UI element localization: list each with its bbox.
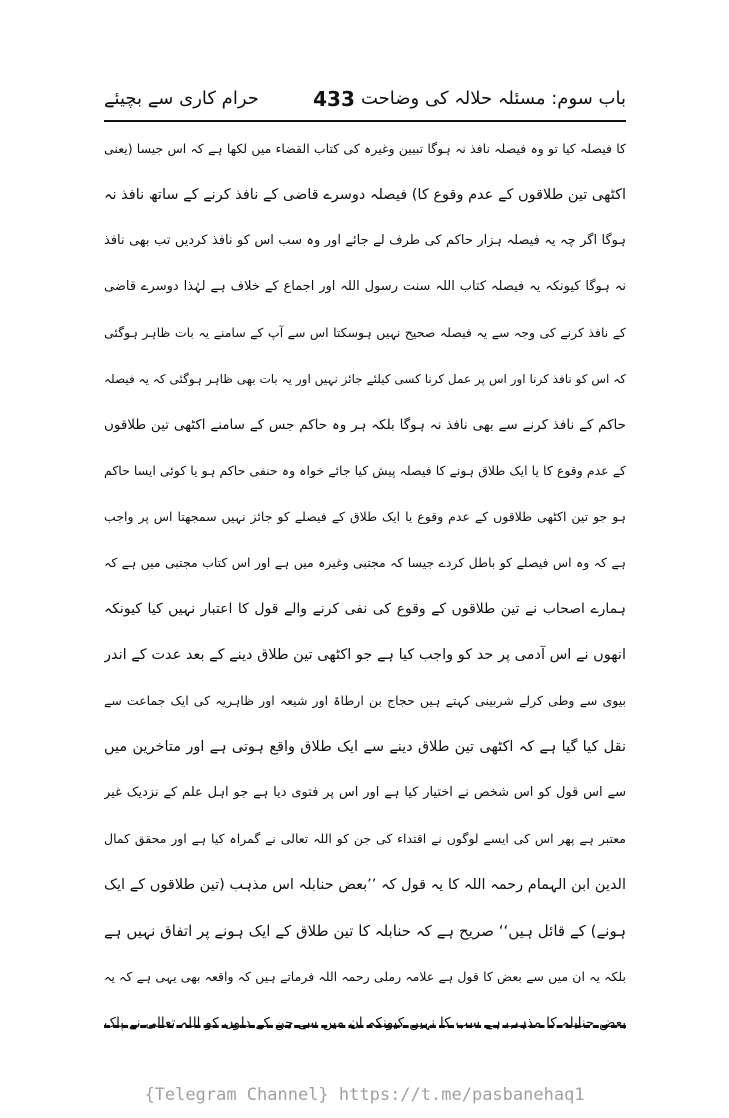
text-line: ہو جو تین اکٹھی طلاقوں کے عدم وقوع یا ایک طلاق کے فیصلے کو جائز نہیں سمجھتا اس پر واجب — [104, 509, 626, 524]
page-number: 433 — [313, 87, 355, 111]
text-line: بلکہ یہ ان میں سے بعض کا قول ہے علامہ رملی رحمہ اللہ فرماتے ہیں کہ واقعہ بھی یہی ہے کہ یہ — [104, 969, 626, 984]
text-line: حاکم کے نافذ کرنے سے بھی نافذ نہ ہوگا بلکہ ہر وہ حاکم جس کے سامنے اکٹھی تین طلاقوں — [104, 417, 626, 433]
text-line: کے نافذ کرنے کی وجہ سے یہ فیصلہ صحیح نہیں ہوسکتا اس سے آپ کے سامنے یہ بات ظاہر ہوگئی — [104, 325, 626, 340]
text-line: کے عدم وقوع کا یا ایک طلاق ہونے کا فیصلہ پیش کیا جائے خواہ وہ حنفی حاکم ہو یا کوئی ایسا حاکم — [104, 463, 626, 478]
text-line: بیوی سے وطی کرلے شربینی کہتے ہیں حجاج بن ارطاۃ اور شیعہ اور ظاہریہ کی ایک جماعت سے — [104, 693, 626, 708]
text-line: نہ ہوگا کیونکہ یہ فیصلہ کتاب اللہ سنت رسول اللہ اور اجماع کے خلاف ہے لہٰذا دوسرے قاضی — [104, 279, 626, 294]
footer-divider — [104, 1025, 626, 1028]
text-line: سے اس قول کو اس شخص نے اختیار کیا ہے اور اس پر فتوی دیا ہے جو اہل علم کے نزدیک غیر — [104, 785, 626, 800]
body-text — [104, 126, 626, 1046]
chapter-title: باب سوم: مسئلہ حلالہ کی وضاحت — [360, 88, 626, 109]
text-line: ہونے) کے قائل ہیں‘‘ صریح ہے کہ حنابلہ کا تین طلاق کے ایک ہونے پر اتفاق نہیں ہے — [104, 922, 626, 940]
text-line: نقل کیا گیا ہے کہ اکٹھی تین طلاق دینے سے ایک طلاق واقع ہوتی ہے اور متاخرین میں — [104, 739, 626, 755]
book-title: حرام کاری سے بچیئے — [104, 88, 259, 109]
text-line: الدین ابن الہمام رحمہ اللہ کا یہ قول کہ ’’بعض حنابلہ اس مذہب (تین طلاقوں کے ایک — [104, 877, 626, 893]
text-line: ہے کہ وہ اس فیصلے کو باطل کردے جیسا کہ مجتبی وغیرہ میں ہے اور اس کتاب مجتبی میں ہے کہ — [104, 555, 626, 570]
text-line: کا فیصلہ کیا تو وہ فیصلہ نافذ نہ ہوگا تبیین وغیرہ کی کتاب القضاء میں لکھا ہے کہ اس جیسا (یعنی — [104, 141, 626, 156]
text-line: کہ اس کو نافذ کرنا اور اس پر عمل کرنا کسی کیلئے جائز نہیں اور یہ بات بھی ظاہر ہوگئی کہ یہ فیصلہ — [104, 372, 626, 386]
header-divider — [104, 120, 626, 122]
text-line: ہمارے اصحاب نے تین طلاقوں کے وقوع کی نفی کرنے والے قول کا اعتبار نہیں کیا کیونکہ — [104, 601, 626, 617]
telegram-watermark: {Telegram Channel} https://t.me/pasbanehaq1 — [144, 1085, 585, 1105]
text-line: اکٹھی تین طلاقوں کے عدم وقوع کا) فیصلہ دوسرے قاضی کے نافذ کرنے کے ساتھ نافذ نہ — [104, 187, 626, 203]
page-header — [104, 82, 626, 116]
text-line: بعض حنابلہ کا مذہب ہے سب کا نہیں کیونکہ ان میں سے جن کے دلوں کو اللہ تعالی نے پاک — [104, 1015, 626, 1031]
text-line: انھوں نے اس آدمی پر حد کو واجب کیا ہے جو اکٹھی تین طلاق دینے کے بعد عدت کے اندر — [104, 647, 626, 663]
text-line: معتبر ہے پھر اس کی ایسے لوگوں نے اقتداء کی جن کو اللہ تعالی نے گمراہ کیا ہے اور محقق کمال — [104, 831, 626, 846]
text-line: ہوگا اگر چہ یہ فیصلہ ہزار حاکم کی طرف لے جائے اور وہ سب اس کو نافذ کردیں تب بھی نافذ — [104, 233, 626, 248]
